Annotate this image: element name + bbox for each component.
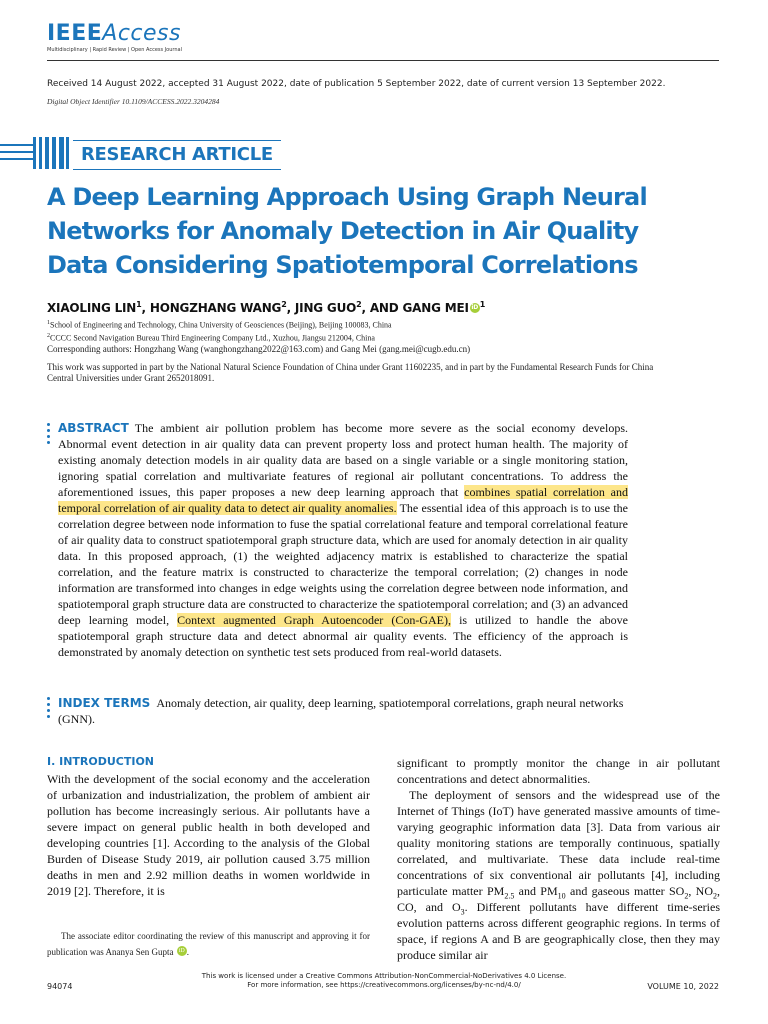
orcid-icon[interactable]: iD <box>178 948 185 954</box>
paragraph: significant to promptly monitor the change in air pollutant concentrations and detect abnormalities. <box>397 756 720 786</box>
paper-title: A Deep Learning Approach Using Graph Neural Networks for Anomaly Detection in Air Quality Data Considering Spatiotemporal Correlations <box>47 183 647 279</box>
index-terms-marker <box>47 697 51 721</box>
affiliations <box>47 318 392 343</box>
author-name: XIAOLING LIN <box>47 301 137 315</box>
journal-logo: IEEEAccess <box>47 21 181 46</box>
license-notice: This work is licensed under a Creative Commons Attribution-NonCommercial-NoDerivatives 4.0 License. For more information, see https://creativecommons.org/licenses/by-nc-nd/4.0/ <box>0 972 768 990</box>
header-divider <box>47 60 719 61</box>
affiliation-line: $^2$CCCC Second Navigation Bureau Third Engineering Company Ltd., Xuzhou, Jiangsu 212004, China <box>47 332 375 343</box>
affiliation-line: $^1$School of Engineering and Technology, China University of Geosciences (Beijing), Beijing 100083, China <box>47 320 392 330</box>
index-terms: INDEX TERMS Anomaly detection, air quality, deep learning, spatiotemporal correlations, graph neural networks (GNN). <box>58 696 624 726</box>
abstract-label: ABSTRACT <box>58 421 129 435</box>
author-name: HONGZHANG WANG <box>149 301 282 315</box>
paragraph: The deployment of sensors and the widespread use of the Internet of Things (IoT) have generated massive amounts of time-varying geographic information data [3]. Data from various air quality monitoring stations are temporally continuous, spatially correlated, and multivariate. These data include real-time concentrations of six conventional air pollutants [4], including particulate matter $PM_{2.5}$ and $PM_{10}$ and gaseous matter $SO_2$, $NO_2$, CO, and $O_3$. Different pollutants have different time-series evolution patterns across different geographic regions. In terms of space, if regions A and B are geographically close, then they may produce similar air <box>397 788 720 962</box>
journal-header <box>47 22 182 53</box>
corresponding-authors: Corresponding authors: Hongzhang Wang (wanghongzhang2022@163.com) and Gang Mei (gang.mei@cugb.edu.cn) <box>47 344 471 354</box>
journal-tagline: Multidisciplinary | Rapid Review | Open Access Journal <box>47 47 182 53</box>
license-link[interactable]: For more information, see https://creativecommons.org/licenses/by-nc-nd/4.0/ <box>247 981 521 989</box>
funding-statement: This work was supported in part by the National Natural Science Foundation of China under Grant 11602235, and in part by the Fundamental Research Funds for China Central Universities under Grant 2652018091. <box>47 362 654 383</box>
abstract: ABSTRACT The ambient air pollution problem has become more severe as the social economy develops. Abnormal event detection in air quality data can prevent property loss and protect human health. The majority of existing anomaly detection models in air quality data are based on a single variable or a single monitoring station, ignoring spatial correlation and multivariate features of regional air pollutant concentrations. To address the aforementioned issues, this paper proposes a new deep learning approach that combines spatial correlation and temporal correlation of air quality data to detect air quality anomalies. The essential idea of this approach is to use the correlation degree between node information to fuse the spatial correlational feature and temporal correlational feature of air quality data to construct spatiotemporal graph structure data, which are used for anomaly detection in air quality data. In this proposed approach, (1) the weighted adjacency matrix is established to characterize the spatial correlation, and the feature matrix is constructed to characterize the temporal correlation; (2) changes in node information are transformed into changes in edge weights using the correlation degree between node information, and spatiotemporal graph structure data are constructed to characterize the spatiotemporal correlation; and (3) an advanced deep learning model, Context augmented Graph Autoencoder (Con-GAE), is utilized to handle the above spatiotemporal graph structure data and detect abnormal air quality events. The efficiency of the approach is demonstrated by anomaly detection on synthetic test sets produced from real-world datasets. <box>58 421 629 659</box>
article-type-label: RESEARCH ARTICLE <box>73 140 281 170</box>
page-number: 94074 <box>47 982 73 991</box>
author-name: AND GANG MEI <box>369 301 469 315</box>
abstract-marker <box>47 423 51 447</box>
highlight: Context augmented Graph Autoencoder (Con-GAE), <box>177 613 452 627</box>
editor-footnote: The associate editor coordinating the review of this manuscript and approving it for publication was Ananya Sen Gupta iD . <box>47 931 370 957</box>
intro-left-column <box>47 755 370 899</box>
orcid-icon[interactable]: iD <box>471 304 479 311</box>
paragraph: With the development of the social economy and the acceleration of urbanization and industrialization, the problem of ambient air pollution has become increasingly serious. Air pollutants have a severe impact on general public health in both developed and developing countries [1]. According to the analysis of the Global Burden of Disease Study 2019, air pollution caused 3.75 million deaths in men and 2.92 million deaths in women worldwide in 2019 [2]. Therefore, it is <box>47 772 370 898</box>
article-type-bars <box>0 137 70 169</box>
author-name: JING GUO <box>294 301 357 315</box>
highlight: combines spatial correlation and temporal correlation of air quality data to detect air quality anomalies. <box>58 485 628 515</box>
section-heading: I. INTRODUCTION <box>47 755 155 768</box>
index-terms-label: INDEX TERMS <box>58 696 151 710</box>
received-dates: Received 14 August 2022, accepted 31 August 2022, date of publication 5 September 2022, date of current version 13 September 2022. <box>47 79 666 89</box>
intro-right-column <box>397 755 720 963</box>
author-list: XIAOLING LIN$^1$, HONGZHANG WANG$^2$, JING GUO$^2$, AND GANG MEI iD $^1$ <box>47 300 486 315</box>
volume-label: VOLUME 10, 2022 <box>647 982 719 991</box>
doi-line: Digital Object Identifier 10.1109/ACCESS.2022.3204284 <box>47 97 220 106</box>
